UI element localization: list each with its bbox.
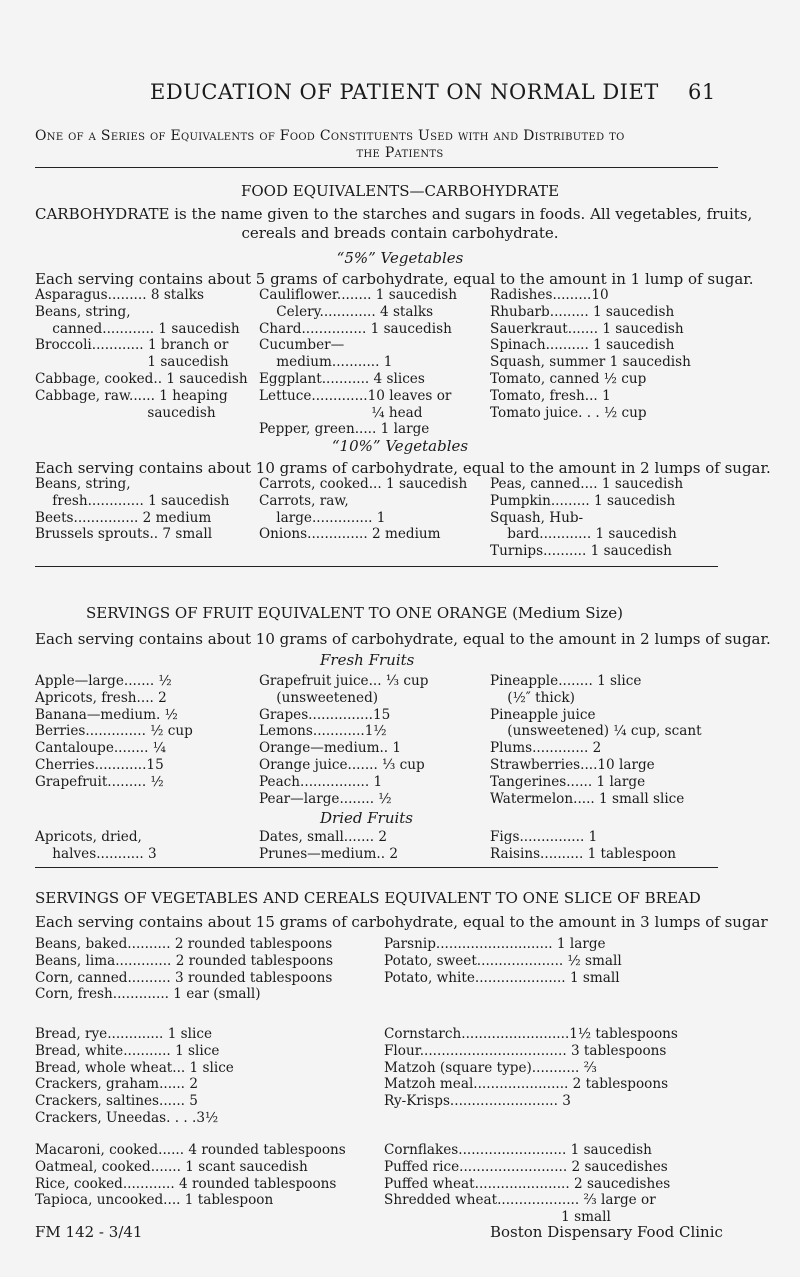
list-item: Raisins.......... 1 tablespoon (490, 845, 677, 862)
list-item: Lettuce.............10 leaves or (259, 387, 452, 404)
list-item: Strawberries....10 large (490, 756, 655, 773)
list-item: Dates, small....... 2 (259, 829, 388, 845)
section-title-bread: SERVINGS OF VEGETABLES AND CEREALS EQUIVALENT TO ONE SLICE OF BREAD (35, 889, 701, 907)
subheading-10-percent: “10%” Vegetables (331, 437, 469, 455)
divider (35, 167, 718, 168)
list-item: Beans, string, (35, 303, 131, 320)
list-item: Brussels sprouts.. 7 small (35, 526, 213, 543)
veg5-column-1 (35, 287, 248, 421)
list-item: Bread, whole wheat... 1 slice (35, 1059, 234, 1076)
list-item: Chard............... 1 saucedish (259, 320, 452, 337)
bread-group-3-left (35, 1142, 346, 1209)
list-item: Apricots, fresh.... 2 (35, 689, 167, 706)
fresh-column-2 (259, 673, 428, 807)
list-item: Bread, white........... 1 slice (35, 1042, 220, 1059)
list-item: Tomato, fresh... 1 (490, 387, 611, 404)
subheading-5-percent: “5%” Vegetables (336, 249, 464, 267)
list-item: Cucumber— (259, 337, 345, 354)
series-title-line-2: the Patients (356, 145, 444, 161)
lead-10-percent: Each serving contains about 10 grams of carbohydrate, equal to the amount in 2 lumps of sugar. (35, 459, 771, 477)
list-item: Corn, canned.......... 3 rounded tablespoons (35, 969, 333, 986)
list-item: Matzoh meal...................... 2 tablespoons (384, 1076, 669, 1093)
list-item: Oatmeal, cooked....... 1 scant saucedish (35, 1158, 308, 1175)
list-item: Asparagus......... 8 stalks (35, 287, 204, 303)
fresh-column-1 (35, 673, 193, 791)
intro-line-2: cereals and breads contain carbohydrate. (241, 224, 559, 242)
list-item: Crackers, Uneedas. . . .3½ (35, 1109, 219, 1126)
list-item: Grapefruit......... ½ (35, 773, 164, 790)
list-item: ¼ head (259, 404, 423, 421)
list-item: Carrots, cooked... 1 saucedish (259, 476, 468, 492)
list-item: (unsweetened) ¼ cup, scant (490, 723, 702, 740)
divider (35, 867, 718, 868)
list-item: Rice, cooked............ 4 rounded tablespoons (35, 1175, 337, 1192)
list-item: Puffed rice......................... 2 saucedishes (384, 1158, 668, 1175)
subheading-dried-fruits: Dried Fruits (320, 809, 414, 827)
list-item: medium........... 1 (259, 354, 393, 371)
series-title-line-1: One of a Series of Equivalents of Food Constituents Used with and Distributed to (35, 128, 625, 144)
subheading-fresh-fruits: Fresh Fruits (320, 651, 415, 669)
list-item: large.............. 1 (259, 509, 386, 526)
lead-fruit: Each serving contains about 10 grams of carbohydrate, equal to the amount in 2 lumps of sugar. (35, 630, 771, 648)
list-item: Cabbage, raw...... 1 heaping (35, 387, 228, 404)
running-header-title: EDUCATION OF PATIENT ON NORMAL DIET (150, 80, 659, 104)
veg5-column-2 (259, 287, 457, 438)
dried-column-3 (490, 829, 676, 863)
list-item: Prunes—medium.. 2 (259, 845, 399, 862)
bread-group-1-left (35, 936, 333, 1003)
intro-line-1: CARBOHYDRATE is the name given to the starches and sugars in foods. All vegetables, fruits, (35, 205, 753, 223)
lead-bread: Each serving contains about 15 grams of carbohydrate, equal to the amount in 3 lumps of sugar (35, 913, 768, 931)
list-item: Cornflakes......................... 1 saucedish (384, 1142, 652, 1158)
section-title-fruit: SERVINGS OF FRUIT EQUIVALENT TO ONE ORANGE (Medium Size) (86, 604, 623, 622)
list-item: Tangerines...... 1 large (490, 773, 646, 790)
list-item: Beans, lima............. 2 rounded tablespoons (35, 952, 334, 969)
list-item: Celery............. 4 stalks (259, 303, 434, 320)
list-item: Parsnip........................... 1 large (384, 936, 606, 952)
veg10-column-1 (35, 476, 229, 543)
veg10-column-3 (490, 476, 683, 560)
list-item: 1 small (384, 1209, 611, 1226)
list-item: Pineapple........ 1 slice (490, 673, 642, 689)
list-item: Matzoh (square type)........... ⅔ (384, 1059, 597, 1076)
list-item: Ry-Krisps......................... 3 (384, 1093, 571, 1110)
list-item: Tomato, canned ½ cup (490, 370, 647, 387)
list-item: Flour.................................. 3 tablespoons (384, 1042, 667, 1059)
list-item: Figs............... 1 (490, 829, 598, 845)
dried-column-1 (35, 829, 157, 863)
list-item: Pineapple juice (490, 706, 596, 723)
list-item: Radishes.........10 (490, 287, 609, 303)
list-item: halves........... 3 (35, 845, 157, 862)
list-item: Squash, Hub- (490, 509, 584, 526)
list-item: Turnips.......... 1 saucedish (490, 543, 672, 560)
veg10-column-2 (259, 476, 467, 543)
list-item: Orange—medium.. 1 (259, 740, 402, 757)
list-item: Berries.............. ½ cup (35, 723, 193, 740)
divider (35, 566, 718, 567)
list-item: bard............ 1 saucedish (490, 526, 677, 543)
bread-group-2-left (35, 1026, 234, 1127)
list-item: Crackers, graham...... 2 (35, 1076, 198, 1093)
list-item: Pear—large........ ½ (259, 790, 392, 807)
list-item: Cauliflower........ 1 saucedish (259, 287, 458, 303)
list-item: Beets............... 2 medium (35, 509, 212, 526)
bread-group-3-right (384, 1142, 670, 1226)
list-item: Shredded wheat................... ⅔ large or (384, 1192, 656, 1209)
list-item: Sauerkraut....... 1 saucedish (490, 320, 684, 337)
list-item: Spinach.......... 1 saucedish (490, 337, 675, 354)
list-item: Grapefruit juice... ⅓ cup (259, 673, 429, 689)
list-item: Rhubarb......... 1 saucedish (490, 303, 675, 320)
list-item: Potato, white..................... 1 small (384, 969, 620, 986)
list-item: Eggplant........... 4 slices (259, 370, 425, 387)
list-item: Beans, baked.......... 2 rounded tablespoons (35, 936, 333, 952)
bread-group-2-right (384, 1026, 678, 1110)
list-item: Beans, string, (35, 476, 131, 492)
list-item: Apricots, dried, (35, 829, 142, 845)
list-item: Pepper, green..... 1 large (259, 421, 430, 438)
list-item: Apple—large....... ½ (35, 673, 172, 689)
list-item: Orange juice....... ⅓ cup (259, 756, 425, 773)
bread-group-1-right (384, 936, 622, 986)
list-item: Cantaloupe........ ¼ (35, 740, 166, 757)
fresh-column-3 (490, 673, 702, 807)
list-item: Onions.............. 2 medium (259, 526, 441, 543)
list-item: Cherries............15 (35, 756, 164, 773)
list-item: (unsweetened) (259, 689, 379, 706)
list-item: Pumpkin......... 1 saucedish (490, 492, 676, 509)
list-item: Plums............. 2 (490, 740, 602, 757)
list-item: Peach................ 1 (259, 773, 383, 790)
lead-5-percent: Each serving contains about 5 grams of carbohydrate, equal to the amount in 1 lump of sugar. (35, 270, 754, 288)
list-item: Cornstarch.........................1½ tablespoons (384, 1026, 678, 1042)
list-item: canned............ 1 saucedish (35, 320, 240, 337)
footer-clinic-name: Boston Dispensary Food Clinic (490, 1223, 723, 1241)
section-title-carbohydrate: FOOD EQUIVALENTS—CARBOHYDRATE (240, 182, 560, 200)
list-item: Grapes...............15 (259, 706, 391, 723)
list-item: Carrots, raw, (259, 492, 349, 509)
list-item: Macaroni, cooked...... 4 rounded tablespoons (35, 1142, 346, 1158)
list-item: Peas, canned.... 1 saucedish (490, 476, 684, 492)
list-item: fresh............. 1 saucedish (35, 492, 230, 509)
list-item: Squash, summer 1 saucedish (490, 354, 691, 371)
veg5-column-3 (490, 287, 691, 421)
list-item: Bread, rye............. 1 slice (35, 1026, 212, 1042)
list-item: saucedish (35, 404, 216, 421)
list-item: Tomato juice. . . ½ cup (490, 404, 647, 421)
list-item: Puffed wheat...................... 2 saucedishes (384, 1175, 671, 1192)
list-item: Crackers, saltines...... 5 (35, 1093, 198, 1110)
list-item: 1 saucedish (35, 354, 229, 371)
page-number: 61 (688, 80, 716, 104)
list-item: Potato, sweet.................... ½ small (384, 952, 622, 969)
dried-column-2 (259, 829, 398, 863)
footer-form-number: FM 142 - 3/41 (35, 1223, 143, 1241)
list-item: (½″ thick) (490, 689, 575, 706)
list-item: Cabbage, cooked.. 1 saucedish (35, 370, 248, 387)
list-item: Banana—medium. ½ (35, 706, 178, 723)
list-item: Lemons............1½ (259, 723, 387, 740)
list-item: Broccoli............ 1 branch or (35, 337, 229, 354)
list-item: Tapioca, uncooked.... 1 tablespoon (35, 1192, 274, 1209)
list-item: Corn, fresh............. 1 ear (small) (35, 986, 261, 1003)
list-item: Watermelon..... 1 small slice (490, 790, 685, 807)
